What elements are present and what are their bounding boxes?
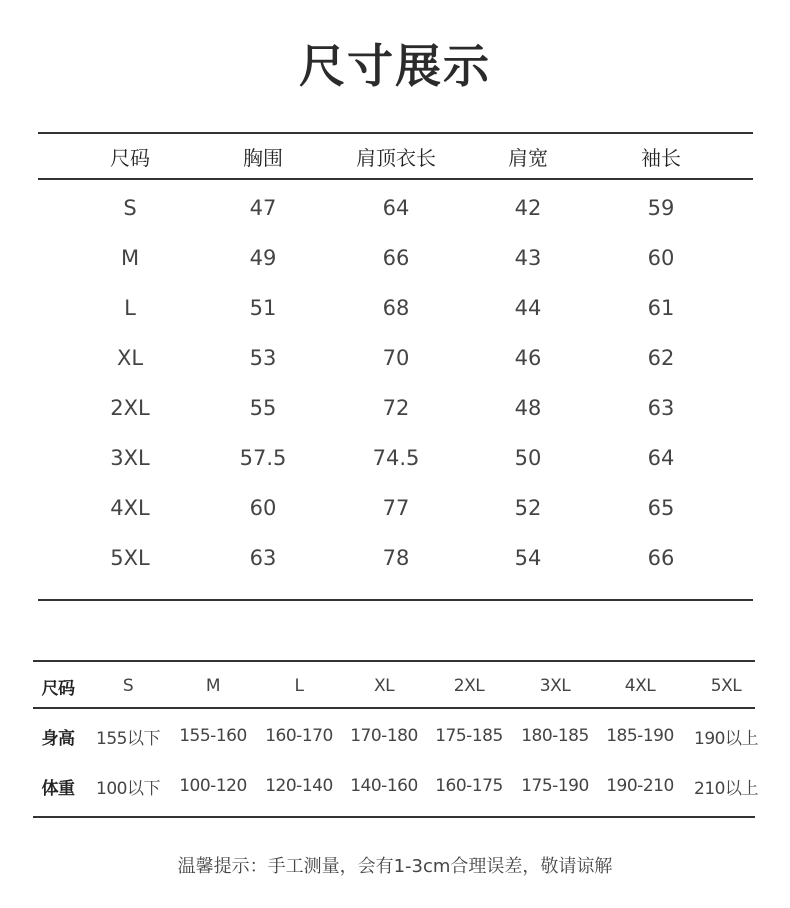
- fit-table-header-rule: [33, 707, 755, 709]
- page-title: 尺寸展示: [299, 39, 491, 93]
- table-cell: 50: [514, 446, 542, 470]
- fit-weight-label: 体重: [41, 778, 75, 799]
- table-cell: 4XL: [110, 496, 150, 520]
- fit-cell: 170-180: [350, 726, 418, 746]
- fit-row-height: [33, 711, 758, 761]
- fit-cell: 210以上: [694, 778, 758, 799]
- fit-row-sizes: [33, 661, 755, 711]
- fit-cell: 190-210: [606, 776, 674, 796]
- fit-cell: 160-170: [265, 726, 333, 746]
- fit-cell: 155-160: [179, 726, 247, 746]
- table-cell: 66: [382, 246, 410, 270]
- table-cell: 42: [514, 196, 542, 220]
- table-cell: 62: [647, 346, 675, 370]
- table-cell: 70: [382, 346, 410, 370]
- table-cell: 63: [647, 396, 675, 420]
- fit-table-bottom-rule: [33, 816, 755, 818]
- header-shoulder: 肩宽: [508, 145, 548, 170]
- fit-cell: 120-140: [265, 776, 333, 796]
- table-cell: 3XL: [110, 446, 150, 470]
- fit-cell: 180-185: [521, 726, 589, 746]
- fit-row-weight: [33, 761, 758, 811]
- fit-cell: 3XL: [539, 676, 571, 696]
- header-chest: 胸围: [243, 145, 283, 170]
- table-cell: 5XL: [110, 546, 150, 570]
- table-cell: 61: [647, 296, 675, 320]
- fit-cell: 5XL: [710, 676, 742, 696]
- table-cell: 72: [382, 396, 410, 420]
- table-cell: 60: [249, 496, 277, 520]
- table-cell: 47: [249, 196, 277, 220]
- table-cell: 59: [647, 196, 675, 220]
- table-cell: 64: [382, 196, 410, 220]
- table-row: [38, 483, 753, 533]
- fit-cell: 175-190: [521, 776, 589, 796]
- fit-cell: 155以下: [96, 728, 160, 749]
- table-cell: 51: [249, 296, 277, 320]
- table-cell: 46: [514, 346, 542, 370]
- header-size: 尺码: [110, 145, 150, 170]
- table-cell: 43: [514, 246, 542, 270]
- table-cell: 55: [249, 396, 277, 420]
- fit-cell: 185-190: [606, 726, 674, 746]
- table-row: [38, 183, 753, 233]
- fit-cell: M: [205, 676, 221, 696]
- table-bottom-rule: [38, 599, 753, 601]
- measurement-note: 温馨提示：手工测量，会有1-3cm合理误差，敬请谅解: [177, 856, 613, 877]
- table-cell: M: [120, 246, 140, 270]
- fit-cell: XL: [373, 676, 395, 696]
- fit-cell: S: [122, 676, 134, 696]
- header-sleeve: 袖长: [641, 145, 681, 170]
- table-cell: 44: [514, 296, 542, 320]
- fit-cell: 100-120: [179, 776, 247, 796]
- fit-cell: L: [294, 676, 304, 696]
- table-cell: 78: [382, 546, 410, 570]
- fit-size-label: 尺码: [41, 678, 75, 699]
- fit-cell: 175-185: [435, 726, 503, 746]
- table-cell: S: [123, 196, 137, 220]
- table-header-rule: [38, 178, 753, 180]
- table-cell: XL: [116, 346, 144, 370]
- table-cell: L: [124, 296, 136, 320]
- fit-cell: 2XL: [453, 676, 485, 696]
- fit-cell: 4XL: [624, 676, 656, 696]
- table-cell: 63: [249, 546, 277, 570]
- table-row: [38, 533, 753, 583]
- header-length: 肩顶衣长: [356, 145, 436, 170]
- table-row: [38, 383, 753, 433]
- fit-cell: 100以下: [96, 778, 160, 799]
- table-cell: 48: [514, 396, 542, 420]
- size-table-header: [38, 134, 753, 178]
- table-cell: 66: [647, 546, 675, 570]
- table-cell: 53: [249, 346, 277, 370]
- fit-cell: 140-160: [350, 776, 418, 796]
- table-cell: 49: [249, 246, 277, 270]
- table-cell: 65: [647, 496, 675, 520]
- table-cell: 68: [382, 296, 410, 320]
- table-cell: 77: [382, 496, 410, 520]
- table-cell: 52: [514, 496, 542, 520]
- table-cell: 64: [647, 446, 675, 470]
- table-row: [38, 433, 753, 483]
- table-row: [38, 233, 753, 283]
- table-cell: 60: [647, 246, 675, 270]
- size-table-body: [38, 183, 753, 583]
- table-cell: 2XL: [110, 396, 150, 420]
- fit-height-label: 身高: [41, 728, 75, 749]
- table-row: [38, 333, 753, 383]
- fit-cell: 160-175: [435, 776, 503, 796]
- table-cell: 57.5: [239, 446, 287, 470]
- fit-cell: 190以上: [694, 728, 758, 749]
- table-row: [38, 283, 753, 333]
- table-cell: 74.5: [372, 446, 420, 470]
- table-cell: 54: [514, 546, 542, 570]
